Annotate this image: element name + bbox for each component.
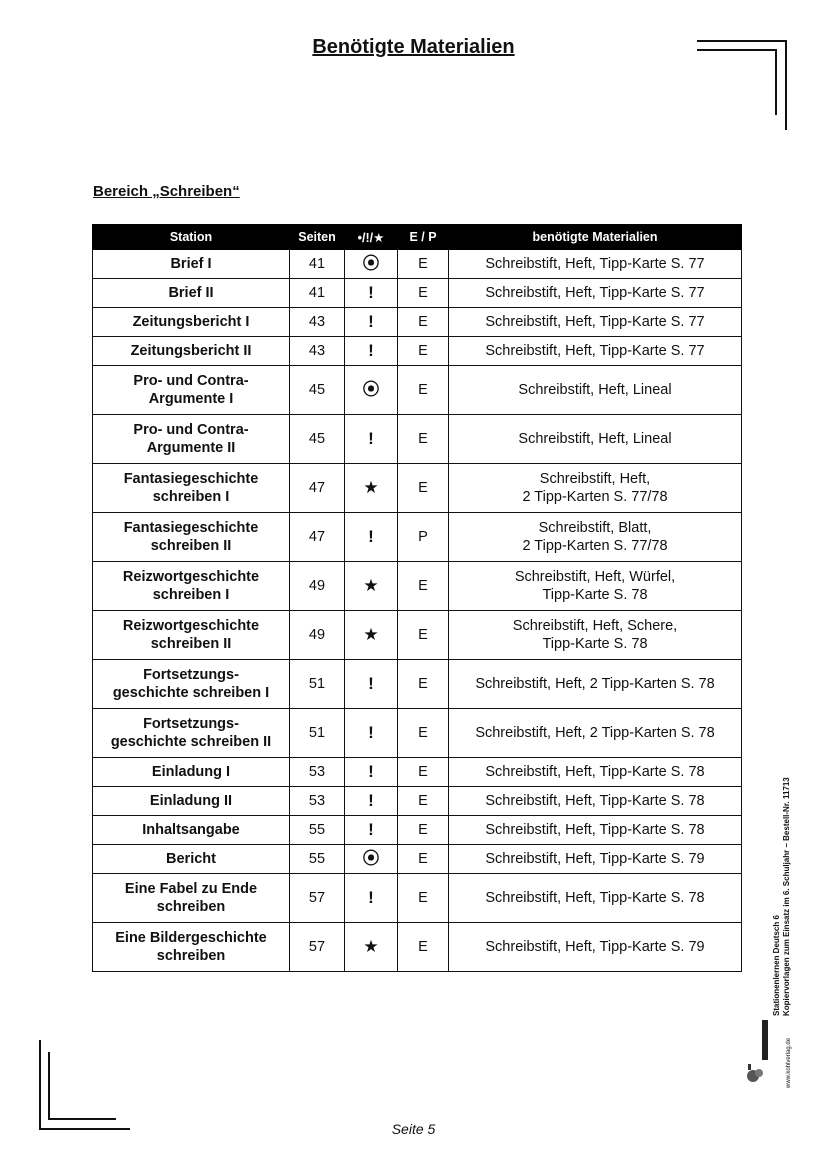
symbol-cell: ! xyxy=(345,337,398,366)
symbol-cell: ! xyxy=(345,279,398,308)
materials-cell-line: Schreibstift, Blatt, xyxy=(538,520,652,536)
table-header-row xyxy=(93,225,742,250)
station-cell xyxy=(93,758,290,787)
side-text-line2: Kopiervorlagen zum Einsatz im 6. Schuljahr – Bestell-Nr. 11713 xyxy=(782,777,791,1016)
station-cell-line: Zeitungsbericht I xyxy=(132,314,250,330)
materials-cell-line: Schreibstift, Heft, Tipp-Karte S. 79 xyxy=(485,851,705,867)
symbol-cell: ⦿ xyxy=(345,250,398,279)
materials-cell xyxy=(449,366,742,415)
header-materials: benötigte Materialien xyxy=(449,225,742,250)
seiten-cell: 51 xyxy=(290,660,345,709)
table-row xyxy=(93,513,742,562)
seiten-cell: 53 xyxy=(290,758,345,787)
frame-corner-bottom-left-h2 xyxy=(48,1118,116,1120)
station-cell-line: Einladung II xyxy=(149,793,233,809)
materials-cell-line: Schreibstift, Heft, Tipp-Karte S. 78 xyxy=(485,822,705,838)
seiten-cell: 49 xyxy=(290,562,345,611)
table-row xyxy=(93,874,742,923)
station-cell xyxy=(93,845,290,874)
materials-cell xyxy=(449,250,742,279)
table-row xyxy=(93,337,742,366)
symbol-cell: ! xyxy=(345,816,398,845)
station-cell xyxy=(93,611,290,660)
symbol-cell: ! xyxy=(345,660,398,709)
seiten-cell: 45 xyxy=(290,415,345,464)
ep-cell: E xyxy=(398,845,449,874)
ep-cell: P xyxy=(398,513,449,562)
ep-cell: E xyxy=(398,611,449,660)
seiten-cell: 43 xyxy=(290,337,345,366)
kohl-verlag-logo xyxy=(744,1016,770,1086)
materials-cell xyxy=(449,415,742,464)
station-cell-line: Eine Fabel zu Ende xyxy=(124,881,258,897)
materials-cell xyxy=(449,513,742,562)
header-station: Station xyxy=(93,225,290,250)
symbol-cell: ! xyxy=(345,415,398,464)
station-cell xyxy=(93,787,290,816)
station-cell xyxy=(93,308,290,337)
station-cell-line: schreiben xyxy=(156,899,226,915)
materials-cell-line: Schreibstift, Heft, Tipp-Karte S. 77 xyxy=(485,285,705,301)
symbol-cell: ! xyxy=(345,787,398,816)
station-cell-line: Fantasiegeschichte xyxy=(123,471,259,487)
station-cell-line: Fantasiegeschichte xyxy=(123,520,259,536)
station-cell-line: schreiben I xyxy=(152,489,230,505)
seiten-cell: 51 xyxy=(290,709,345,758)
table-row xyxy=(93,923,742,972)
symbol-cell: ★ xyxy=(345,611,398,660)
station-cell xyxy=(93,513,290,562)
materials-cell xyxy=(449,464,742,513)
station-cell-line: geschichte schreiben II xyxy=(110,734,272,750)
materials-cell xyxy=(449,308,742,337)
station-cell-line: Argumente II xyxy=(146,440,236,456)
ep-cell: E xyxy=(398,337,449,366)
station-cell xyxy=(93,337,290,366)
table-row xyxy=(93,464,742,513)
seiten-cell: 53 xyxy=(290,787,345,816)
station-cell-line: Brief I xyxy=(170,256,212,272)
materials-cell-line: Schreibstift, Heft, 2 Tipp-Karten S. 78 xyxy=(475,725,715,741)
ep-cell: E xyxy=(398,464,449,513)
materials-cell xyxy=(449,787,742,816)
materials-cell-line: 2 Tipp-Karten S. 77/78 xyxy=(522,538,668,554)
materials-cell xyxy=(449,337,742,366)
symbol-cell: ! xyxy=(345,308,398,337)
station-cell-line: Eine Bildergeschichte xyxy=(115,930,267,946)
materials-cell xyxy=(449,758,742,787)
station-cell-line: Reizwortgeschichte xyxy=(122,569,260,585)
materials-cell xyxy=(449,660,742,709)
materials-cell-line: Schreibstift, Heft, Würfel, xyxy=(514,569,676,585)
materials-cell-line: Tipp-Karte S. 78 xyxy=(542,636,648,652)
station-cell xyxy=(93,250,290,279)
station-cell-line: schreiben xyxy=(156,948,226,964)
ep-cell: E xyxy=(398,709,449,758)
table-row xyxy=(93,415,742,464)
station-cell-line: Argumente I xyxy=(148,391,234,407)
symbol-cell: ! xyxy=(345,709,398,758)
materials-cell-line: 2 Tipp-Karten S. 77/78 xyxy=(522,489,668,505)
materials-cell xyxy=(449,874,742,923)
station-cell xyxy=(93,816,290,845)
table-row xyxy=(93,787,742,816)
ep-cell: E xyxy=(398,660,449,709)
materials-cell-line: Schreibstift, Heft, Schere, xyxy=(512,618,678,634)
station-cell xyxy=(93,562,290,611)
materials-cell-line: Schreibstift, Heft, 2 Tipp-Karten S. 78 xyxy=(475,676,715,692)
seiten-cell: 57 xyxy=(290,923,345,972)
frame-corner-bottom-left-v2 xyxy=(48,1052,50,1120)
ep-cell: E xyxy=(398,366,449,415)
symbol-cell: ! xyxy=(345,874,398,923)
seiten-cell: 41 xyxy=(290,279,345,308)
symbol-cell: ★ xyxy=(345,562,398,611)
header-symbol: •/!/★ xyxy=(345,225,398,250)
logo-website: www.kohlverlag.de xyxy=(786,1037,792,1088)
station-cell-line: schreiben II xyxy=(150,636,232,652)
symbol-cell: ★ xyxy=(345,923,398,972)
table-row xyxy=(93,611,742,660)
side-text-line1: Stationenlernen Deutsch 6 xyxy=(772,915,781,1016)
materials-cell-line: Schreibstift, Heft, Tipp-Karte S. 78 xyxy=(485,793,705,809)
station-cell-line: Reizwortgeschichte xyxy=(122,618,260,634)
ep-cell: E xyxy=(398,758,449,787)
materials-cell xyxy=(449,562,742,611)
materials-cell-line: Schreibstift, Heft, Tipp-Karte S. 78 xyxy=(485,764,705,780)
station-cell xyxy=(93,415,290,464)
station-cell-line: schreiben I xyxy=(152,587,230,603)
materials-cell-line: Schreibstift, Heft, Tipp-Karte S. 79 xyxy=(485,939,705,955)
station-cell-line: Pro- und Contra- xyxy=(133,373,249,389)
station-cell xyxy=(93,923,290,972)
station-cell-line: Pro- und Contra- xyxy=(133,422,249,438)
table-row xyxy=(93,660,742,709)
header-ep: E / P xyxy=(398,225,449,250)
frame-corner-bottom-left-v1 xyxy=(39,1040,41,1130)
station-cell xyxy=(93,464,290,513)
materials-cell-line: Schreibstift, Heft, Tipp-Karte S. 77 xyxy=(485,314,705,330)
station-cell-line: Bericht xyxy=(166,851,216,867)
table-row xyxy=(93,709,742,758)
station-cell-line: Fortsetzungs- xyxy=(143,667,239,683)
materials-cell-line: Schreibstift, Heft, Lineal xyxy=(518,431,672,447)
materials-cell-line: Tipp-Karte S. 78 xyxy=(542,587,648,603)
materials-cell xyxy=(449,709,742,758)
symbol-cell: ! xyxy=(345,758,398,787)
symbol-cell: ⦿ xyxy=(345,845,398,874)
seiten-cell: 43 xyxy=(290,308,345,337)
station-cell-line: Fortsetzungs- xyxy=(143,716,239,732)
table-row xyxy=(93,758,742,787)
materials-table xyxy=(92,224,742,972)
materials-cell xyxy=(449,923,742,972)
page-title: Benötigte Materialien xyxy=(312,36,515,58)
table-row xyxy=(93,250,742,279)
seiten-cell: 47 xyxy=(290,464,345,513)
materials-cell xyxy=(449,611,742,660)
station-cell-line: Inhaltsangabe xyxy=(142,822,240,838)
seiten-cell: 57 xyxy=(290,874,345,923)
symbol-cell: ★ xyxy=(345,464,398,513)
table-row xyxy=(93,845,742,874)
ep-cell: E xyxy=(398,874,449,923)
side-publication-info xyxy=(772,777,792,1016)
materials-cell xyxy=(449,845,742,874)
symbol-cell: ⦿ xyxy=(345,366,398,415)
materials-cell-line: Schreibstift, Heft, xyxy=(539,471,651,487)
station-cell-line: schreiben II xyxy=(150,538,232,554)
ep-cell: E xyxy=(398,308,449,337)
ep-cell: E xyxy=(398,415,449,464)
materials-cell-line: Schreibstift, Heft, Tipp-Karte S. 77 xyxy=(485,343,705,359)
seiten-cell: 41 xyxy=(290,250,345,279)
header-seiten: Seiten xyxy=(290,225,345,250)
ep-cell: E xyxy=(398,923,449,972)
page-number: Seite 5 xyxy=(391,1121,436,1137)
table-row xyxy=(93,816,742,845)
table-row xyxy=(93,279,742,308)
seiten-cell: 49 xyxy=(290,611,345,660)
station-cell-line: Einladung I xyxy=(151,764,231,780)
seiten-cell: 55 xyxy=(290,816,345,845)
materials-cell-line: Schreibstift, Heft, Tipp-Karte S. 77 xyxy=(485,256,705,272)
station-cell-line: Brief II xyxy=(168,285,214,301)
materials-cell-line: Schreibstift, Heft, Tipp-Karte S. 78 xyxy=(485,890,705,906)
seiten-cell: 47 xyxy=(290,513,345,562)
ep-cell: E xyxy=(398,279,449,308)
station-cell xyxy=(93,279,290,308)
station-cell-line: geschichte schreiben I xyxy=(112,685,270,701)
table-row xyxy=(93,562,742,611)
table-row xyxy=(93,308,742,337)
station-cell xyxy=(93,660,290,709)
materials-cell-line: Schreibstift, Heft, Lineal xyxy=(518,382,672,398)
ep-cell: E xyxy=(398,816,449,845)
ep-cell: E xyxy=(398,250,449,279)
symbol-cell: ! xyxy=(345,513,398,562)
seiten-cell: 55 xyxy=(290,845,345,874)
materials-cell xyxy=(449,279,742,308)
ep-cell: E xyxy=(398,562,449,611)
section-title: Bereich „Schreiben“ xyxy=(93,183,240,200)
ep-cell: E xyxy=(398,787,449,816)
seiten-cell: 45 xyxy=(290,366,345,415)
station-cell-line: Zeitungsbericht II xyxy=(130,343,252,359)
station-cell xyxy=(93,709,290,758)
table-row xyxy=(93,366,742,415)
materials-cell xyxy=(449,816,742,845)
station-cell xyxy=(93,366,290,415)
station-cell xyxy=(93,874,290,923)
